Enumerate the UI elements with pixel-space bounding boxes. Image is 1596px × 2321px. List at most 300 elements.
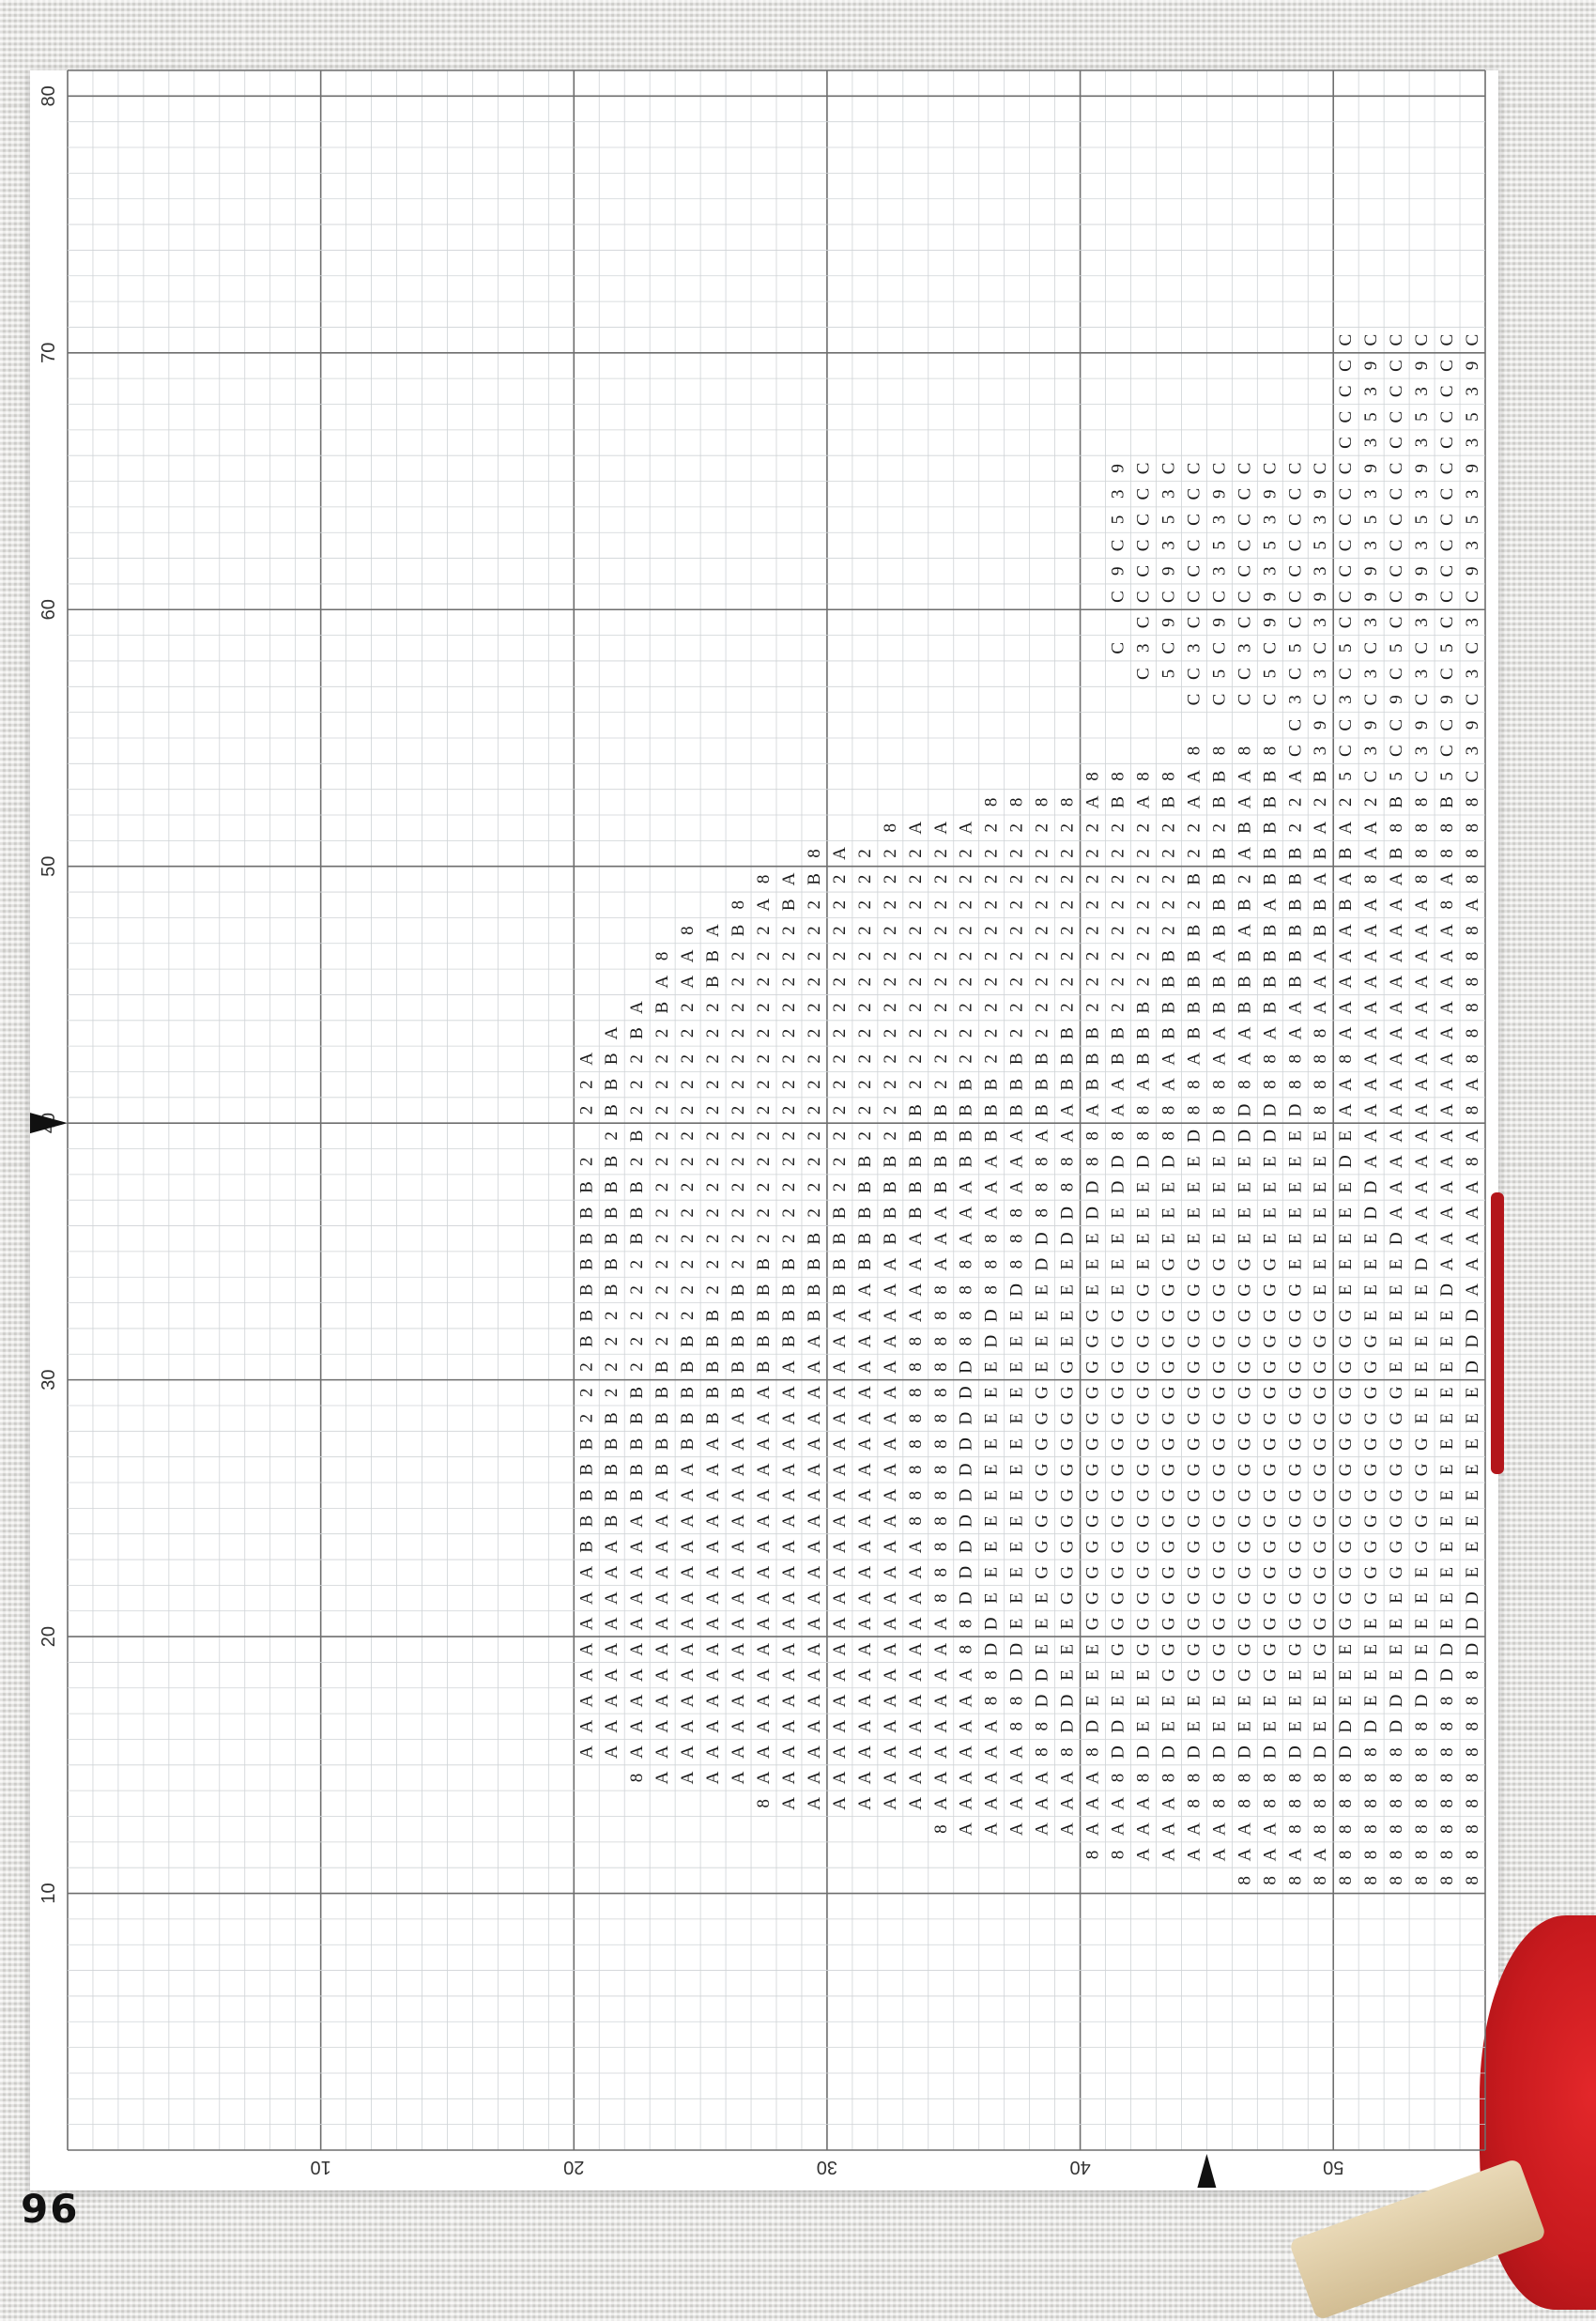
stitch-symbol: 2	[981, 849, 1002, 858]
stitch-symbol: A	[880, 1386, 900, 1400]
stitch-symbol: E	[1311, 1181, 1331, 1193]
stitch-symbol: A	[829, 1514, 850, 1528]
stitch-symbol: B	[1057, 1053, 1078, 1066]
stitch-symbol: D	[1387, 1694, 1407, 1708]
stitch-symbol: 8	[652, 951, 673, 961]
stitch-symbol: B	[981, 1130, 1002, 1143]
stitch-symbol: 5	[1463, 515, 1483, 525]
stitch-symbol: B	[576, 1207, 597, 1220]
stitch-symbol: D	[1006, 1642, 1027, 1656]
stitch-symbol: G	[1057, 1411, 1078, 1425]
stitch-symbol: A	[754, 1617, 775, 1631]
stitch-symbol: G	[1336, 1540, 1357, 1554]
stitch-symbol: 2	[754, 1157, 775, 1166]
stitch-symbol: E	[1133, 1258, 1154, 1270]
stitch-symbol: A	[1159, 1796, 1179, 1810]
stitch-symbol: B	[1108, 796, 1128, 808]
stitch-symbol: B	[602, 1437, 622, 1451]
stitch-symbol: A	[1361, 1026, 1382, 1040]
stitch-symbol: 2	[854, 1131, 875, 1141]
stitch-symbol: B	[1184, 924, 1205, 937]
stitch-symbol: B	[678, 1437, 698, 1451]
stitch-symbol: 2	[652, 1208, 673, 1218]
stitch-symbol: 2	[1082, 874, 1103, 884]
stitch-symbol: B	[1260, 847, 1281, 860]
stitch-symbol: A	[1387, 872, 1407, 886]
stitch-symbol: 8	[1311, 1824, 1331, 1834]
stitch-symbol: G	[1387, 1411, 1407, 1425]
stitch-symbol: E	[1032, 1335, 1052, 1347]
stitch-symbol: A	[652, 1565, 673, 1579]
stitch-symbol: B	[576, 1463, 597, 1476]
stitch-symbol: 8	[1387, 1824, 1407, 1834]
stitch-symbol: 2	[576, 1413, 597, 1423]
stitch-symbol: B	[778, 1309, 799, 1322]
stitch-symbol: B	[1159, 976, 1179, 989]
stitch-symbol: D	[1412, 1668, 1433, 1682]
stitch-symbol: E	[1336, 1130, 1357, 1142]
stitch-symbol: A	[1311, 1848, 1331, 1862]
stitch-symbol: E	[1006, 1541, 1027, 1553]
stitch-symbol: 8	[1361, 1850, 1382, 1860]
stitch-symbol: C	[1235, 514, 1255, 526]
stitch-symbol: G	[1209, 1257, 1230, 1271]
stitch-symbol: D	[1209, 1745, 1230, 1760]
stitch-symbol: 8	[1133, 1105, 1154, 1115]
stitch-symbol: 8	[1006, 1234, 1027, 1243]
stitch-symbol: G	[1133, 1437, 1154, 1451]
stitch-symbol: 8	[1133, 1131, 1154, 1141]
stitch-symbol: C	[1184, 514, 1205, 526]
stitch-symbol: D	[1235, 1745, 1255, 1760]
stitch-symbol: G	[1260, 1642, 1281, 1656]
stitch-symbol: E	[1209, 1207, 1230, 1219]
stitch-symbol: B	[1082, 1027, 1103, 1039]
stitch-symbol: G	[1057, 1540, 1078, 1554]
stitch-symbol: 8	[1463, 797, 1483, 807]
stitch-symbol: G	[1336, 1514, 1357, 1528]
stitch-symbol: A	[703, 1745, 724, 1760]
stitch-symbol: E	[1260, 1207, 1281, 1219]
stitch-symbol: D	[1057, 1207, 1078, 1220]
stitch-symbol: 2	[1209, 822, 1230, 833]
stitch-symbol: 2	[829, 926, 850, 935]
stitch-symbol: E	[1463, 1464, 1483, 1476]
stitch-symbol: 2	[627, 1285, 648, 1295]
stitch-symbol: 8	[1159, 1105, 1179, 1115]
stitch-symbol: 2	[1032, 977, 1052, 987]
stitch-symbol: 2	[627, 1259, 648, 1269]
stitch-symbol: 3	[1260, 515, 1281, 525]
stitch-symbol: 2	[905, 977, 926, 987]
stitch-symbol: A	[981, 1180, 1002, 1194]
stitch-symbol: A	[880, 1488, 900, 1502]
stitch-symbol: D	[1159, 1155, 1179, 1169]
stitch-symbol: A	[1437, 949, 1458, 963]
stitch-symbol: B	[1032, 1104, 1052, 1116]
stitch-symbol: E	[1463, 1515, 1483, 1527]
stitch-symbol: E	[1387, 1592, 1407, 1604]
stitch-symbol: G	[1387, 1488, 1407, 1502]
stitch-symbol: B	[778, 1283, 799, 1297]
stitch-symbol: A	[576, 1617, 597, 1631]
stitch-symbol: 9	[1209, 618, 1230, 627]
stitch-symbol: G	[1285, 1642, 1306, 1656]
stitch-symbol: C	[1184, 591, 1205, 603]
stitch-symbol: 2	[981, 951, 1002, 961]
stitch-symbol: A	[1159, 1848, 1179, 1862]
stitch-symbol: D	[1336, 1155, 1357, 1169]
stitch-symbol: B	[652, 1463, 673, 1476]
stitch-symbol: 8	[1463, 977, 1483, 987]
stitch-symbol: G	[1133, 1334, 1154, 1348]
stitch-symbol: A	[754, 1642, 775, 1656]
stitch-symbol: B	[930, 1181, 951, 1193]
stitch-symbol: A	[1361, 975, 1382, 989]
stitch-symbol: C	[1336, 591, 1357, 603]
stitch-symbol: A	[652, 1719, 673, 1733]
stitch-symbol: G	[1159, 1411, 1179, 1425]
stitch-symbol: 2	[602, 1362, 622, 1372]
stitch-symbol: A	[1412, 924, 1433, 937]
stitch-symbol: E	[1437, 1310, 1458, 1322]
stitch-symbol: 2	[627, 1080, 648, 1089]
stitch-symbol: 9	[1159, 618, 1179, 627]
stitch-symbol: D	[1463, 1360, 1483, 1374]
stitch-symbol: C	[1387, 539, 1407, 552]
stitch-symbol: 8	[956, 1645, 976, 1654]
stitch-symbol: G	[1412, 1437, 1433, 1451]
stitch-symbol: E	[1361, 1310, 1382, 1322]
stitch-symbol: B	[1209, 976, 1230, 989]
stitch-symbol: 2	[804, 899, 824, 910]
stitch-symbol: G	[1133, 1514, 1154, 1528]
stitch-symbol: 8	[1463, 874, 1483, 884]
stitch-symbol: 8	[930, 1413, 951, 1423]
stitch-symbol: 2	[652, 1028, 673, 1038]
stitch-symbol: E	[1361, 1284, 1382, 1296]
stitch-symbol: G	[1311, 1540, 1331, 1554]
stitch-symbol: 8	[930, 1516, 951, 1526]
stitch-symbol: E	[1057, 1618, 1078, 1630]
stitch-symbol: C	[1387, 437, 1407, 449]
stitch-symbol: A	[829, 1719, 850, 1733]
stitch-symbol: B	[576, 1514, 597, 1528]
stitch-symbol: A	[703, 1437, 724, 1451]
stitch-symbol: B	[905, 1130, 926, 1143]
stitch-symbol: A	[652, 1591, 673, 1605]
stitch-symbol: 2	[1285, 822, 1306, 833]
stitch-symbol: 8	[1209, 1799, 1230, 1808]
stitch-symbol: A	[804, 1668, 824, 1682]
stitch-symbol: 3	[1209, 515, 1230, 525]
stitch-symbol: A	[1057, 1822, 1078, 1837]
stitch-symbol: A	[1285, 1848, 1306, 1862]
stitch-symbol: 8	[1235, 1773, 1255, 1783]
stitch-symbol: A	[829, 1309, 850, 1323]
stitch-symbol: B	[754, 1360, 775, 1374]
stitch-symbol: B	[1285, 950, 1306, 962]
stitch-symbol: B	[729, 1335, 749, 1347]
stitch-symbol: D	[1159, 1745, 1179, 1760]
stitch-symbol: E	[1437, 1541, 1458, 1553]
stitch-symbol: 8	[1108, 772, 1128, 781]
stitch-symbol: 2	[930, 849, 951, 858]
stitch-symbol: 2	[956, 1054, 976, 1064]
stitch-symbol: E	[1437, 1438, 1458, 1450]
stitch-symbol: 2	[703, 1285, 724, 1295]
stitch-symbol: 8	[1006, 1208, 1027, 1218]
stitch-symbol: A	[778, 1540, 799, 1554]
stitch-symbol: C	[1285, 616, 1306, 629]
stitch-symbol: 8	[1209, 1080, 1230, 1089]
stitch-symbol: B	[1336, 899, 1357, 912]
stitch-symbol: A	[829, 1488, 850, 1502]
stitch-symbol: 8	[930, 1439, 951, 1449]
stitch-symbol: A	[1006, 1745, 1027, 1760]
stitch-symbol: E	[1412, 1387, 1433, 1399]
stitch-symbol: D	[1437, 1642, 1458, 1656]
stitch-symbol: B	[1159, 950, 1179, 962]
stitch-symbol: B	[1285, 873, 1306, 885]
stitch-symbol: 2	[1057, 951, 1078, 961]
stitch-symbol: A	[905, 1283, 926, 1297]
stitch-symbol: G	[1285, 1463, 1306, 1477]
stitch-symbol: A	[930, 1232, 951, 1246]
stitch-symbol: 2	[678, 1054, 698, 1064]
stitch-symbol: E	[1209, 1156, 1230, 1167]
stitch-symbol: 9	[1159, 566, 1179, 576]
stitch-symbol: A	[930, 1719, 951, 1733]
stitch-symbol: G	[1184, 1617, 1205, 1631]
stitch-symbol: 3	[1412, 745, 1433, 756]
stitch-symbol: C	[1133, 487, 1154, 500]
stitch-symbol: G	[1082, 1360, 1103, 1374]
stitch-symbol: 8	[1032, 1722, 1052, 1731]
stitch-symbol: G	[1032, 1488, 1052, 1502]
stitch-symbol: A	[602, 1694, 622, 1708]
stitch-symbol: 8	[981, 1670, 1002, 1680]
stitch-symbol: 2	[678, 1028, 698, 1038]
stitch-symbol: A	[1463, 1283, 1483, 1297]
stitch-symbol: B	[602, 1078, 622, 1091]
stitch-symbol: 5	[1108, 515, 1128, 525]
stitch-symbol: A	[627, 1745, 648, 1760]
stitch-symbol: C	[1108, 539, 1128, 552]
stitch-symbol: A	[905, 1591, 926, 1605]
stitch-symbol: A	[1235, 1026, 1255, 1040]
stitch-symbol: 2	[678, 1234, 698, 1243]
stitch-symbol: A	[1387, 1103, 1407, 1117]
stitch-symbol: C	[1412, 333, 1433, 346]
stitch-symbol: 8	[1057, 1747, 1078, 1757]
stitch-symbol: 2	[778, 1182, 799, 1192]
stitch-symbol: A	[1412, 1129, 1433, 1143]
stitch-symbol: 8	[1463, 1003, 1483, 1012]
stitch-symbol: B	[1209, 847, 1230, 860]
stitch-symbol: A	[778, 1386, 799, 1400]
stitch-symbol: 8	[754, 874, 775, 884]
stitch-symbol: G	[1361, 1360, 1382, 1374]
stitch-symbol: A	[778, 1591, 799, 1605]
stitch-symbol: 2	[1032, 926, 1052, 935]
stitch-symbol: G	[1082, 1411, 1103, 1425]
stitch-symbol: G	[1285, 1591, 1306, 1605]
stitch-symbol: A	[1235, 1052, 1255, 1066]
stitch-symbol: A	[778, 872, 799, 886]
stitch-symbol: C	[1437, 539, 1458, 552]
stitch-symbol: 2	[1057, 1003, 1078, 1012]
stitch-symbol: 3	[1412, 541, 1433, 550]
stitch-symbol: B	[854, 1232, 875, 1245]
stitch-symbol: 3	[1361, 438, 1382, 448]
stitch-symbol: 8	[1412, 1773, 1433, 1783]
stitch-symbol: D	[1260, 1103, 1281, 1117]
stitch-symbol: C	[1285, 539, 1306, 552]
x-tick-label: 50	[1323, 2157, 1344, 2177]
stitch-symbol: B	[678, 1386, 698, 1399]
stitch-symbol: G	[1260, 1488, 1281, 1502]
stitch-symbol: A	[1361, 1078, 1382, 1092]
stitch-symbol: 2	[703, 1054, 724, 1064]
stitch-symbol: 9	[1387, 695, 1407, 704]
stitch-symbol: G	[1336, 1437, 1357, 1451]
stitch-symbol: A	[778, 1411, 799, 1425]
stitch-symbol: 2	[576, 1362, 597, 1372]
stitch-symbol: B	[1184, 976, 1205, 989]
stitch-symbol: A	[1387, 949, 1407, 963]
stitch-symbol: D	[981, 1617, 1002, 1631]
stitch-symbol: 2	[778, 926, 799, 935]
stitch-symbol: 8	[1285, 1824, 1306, 1834]
stitch-symbol: D	[1336, 1719, 1357, 1733]
stitch-symbol: G	[1311, 1360, 1331, 1374]
stitch-symbol: A	[754, 1565, 775, 1579]
stitch-symbol: B	[1082, 1078, 1103, 1091]
stitch-symbol: G	[1235, 1411, 1255, 1425]
stitch-symbol: 8	[1412, 1824, 1433, 1834]
stitch-symbol: E	[1184, 1181, 1205, 1193]
stitch-symbol: 5	[1159, 515, 1179, 525]
stitch-symbol: B	[754, 1335, 775, 1347]
stitch-symbol: 3	[1159, 489, 1179, 499]
stitch-symbol: 2	[678, 1157, 698, 1166]
stitch-symbol: B	[1285, 976, 1306, 989]
stitch-symbol: C	[1159, 641, 1179, 654]
stitch-symbol: E	[1108, 1207, 1128, 1219]
stitch-symbol: A	[804, 1771, 824, 1785]
stitch-symbol: G	[1133, 1463, 1154, 1477]
stitch-symbol: C	[1133, 539, 1154, 552]
stitch-symbol: A	[602, 1617, 622, 1631]
stitch-symbol: G	[1082, 1565, 1103, 1579]
stitch-symbol: A	[627, 1540, 648, 1554]
stitch-symbol: 8	[1336, 1824, 1357, 1834]
stitch-symbol: 8	[1463, 822, 1483, 833]
stitch-symbol: G	[1209, 1668, 1230, 1682]
stitch-symbol: E	[1159, 1207, 1179, 1219]
stitch-symbol: G	[1082, 1514, 1103, 1528]
stitch-symbol: 2	[1184, 822, 1205, 833]
stitch-symbol: A	[703, 1719, 724, 1733]
stitch-symbol: 8	[1437, 1876, 1458, 1885]
stitch-symbol: A	[905, 1796, 926, 1810]
stitch-symbol: C	[1285, 514, 1306, 526]
stitch-symbol: 8	[1463, 1824, 1483, 1834]
stitch-symbol: 8	[1361, 1799, 1382, 1808]
stitch-symbol: A	[880, 1540, 900, 1554]
stitch-symbol: 8	[1082, 1747, 1103, 1757]
stitch-symbol: 5	[1463, 412, 1483, 422]
stitch-symbol: D	[1361, 1180, 1382, 1194]
stitch-symbol: B	[627, 1027, 648, 1039]
stitch-symbol: A	[880, 1591, 900, 1605]
stitch-symbol: A	[854, 1796, 875, 1810]
stitch-symbol: A	[602, 1540, 622, 1554]
stitch-symbol: 2	[1082, 951, 1103, 961]
stitch-symbol: E	[1361, 1669, 1382, 1681]
stitch-symbol: G	[1108, 1309, 1128, 1323]
stitch-symbol: E	[1235, 1207, 1255, 1219]
stitch-symbol: 2	[1006, 874, 1027, 884]
stitch-symbol: A	[804, 1411, 824, 1425]
stitch-symbol: E	[1006, 1464, 1027, 1476]
stitch-symbol: D	[956, 1411, 976, 1425]
stitch-symbol: A	[1361, 847, 1382, 860]
stitch-symbol: 2	[1159, 899, 1179, 910]
stitch-symbol: A	[1412, 1026, 1433, 1040]
stitch-symbol: 8	[1108, 1131, 1128, 1141]
stitch-symbol: A	[627, 1642, 648, 1656]
stitch-symbol: A	[778, 1565, 799, 1579]
stitch-symbol: D	[1463, 1642, 1483, 1656]
stitch-symbol: 8	[956, 1285, 976, 1295]
stitch-symbol: 8	[1006, 1696, 1027, 1706]
stitch-symbol: E	[1336, 1669, 1357, 1681]
stitch-symbol: C	[1387, 591, 1407, 603]
stitch-symbol: G	[1361, 1514, 1382, 1528]
stitch-symbol: A	[930, 1642, 951, 1656]
stitch-symbol: G	[1235, 1488, 1255, 1502]
stitch-symbol: 2	[602, 1388, 622, 1398]
stitch-symbol: 2	[729, 1234, 749, 1243]
stitch-symbol: B	[804, 1309, 824, 1322]
stitch-symbol: 8	[1082, 772, 1103, 781]
stitch-symbol: B	[1311, 770, 1331, 783]
stitch-symbol: 2	[703, 1234, 724, 1243]
stitch-symbol: G	[1159, 1463, 1179, 1477]
stitch-symbol: 9	[1361, 464, 1382, 473]
stitch-symbol: D	[1285, 1103, 1306, 1117]
stitch-symbol: A	[1437, 1078, 1458, 1092]
stitch-symbol: A	[1082, 795, 1103, 809]
stitch-symbol: 2	[905, 874, 926, 884]
stitch-symbol: D	[956, 1360, 976, 1374]
stitch-symbol: B	[729, 1283, 749, 1297]
stitch-symbol: 8	[1387, 822, 1407, 833]
stitch-symbol: C	[1336, 668, 1357, 680]
stitch-symbol: G	[1057, 1565, 1078, 1579]
stitch-symbol: B	[778, 1335, 799, 1347]
stitch-symbol: 3	[1235, 643, 1255, 653]
stitch-symbol: B	[1133, 1001, 1154, 1014]
stitch-symbol: 2	[627, 1105, 648, 1115]
stitch-symbol: D	[1108, 1180, 1128, 1194]
stitch-symbol: B	[1184, 1001, 1205, 1014]
stitch-symbol: A	[1311, 1001, 1331, 1014]
stitch-symbol: C	[1387, 410, 1407, 423]
stitch-symbol: A	[829, 1668, 850, 1682]
